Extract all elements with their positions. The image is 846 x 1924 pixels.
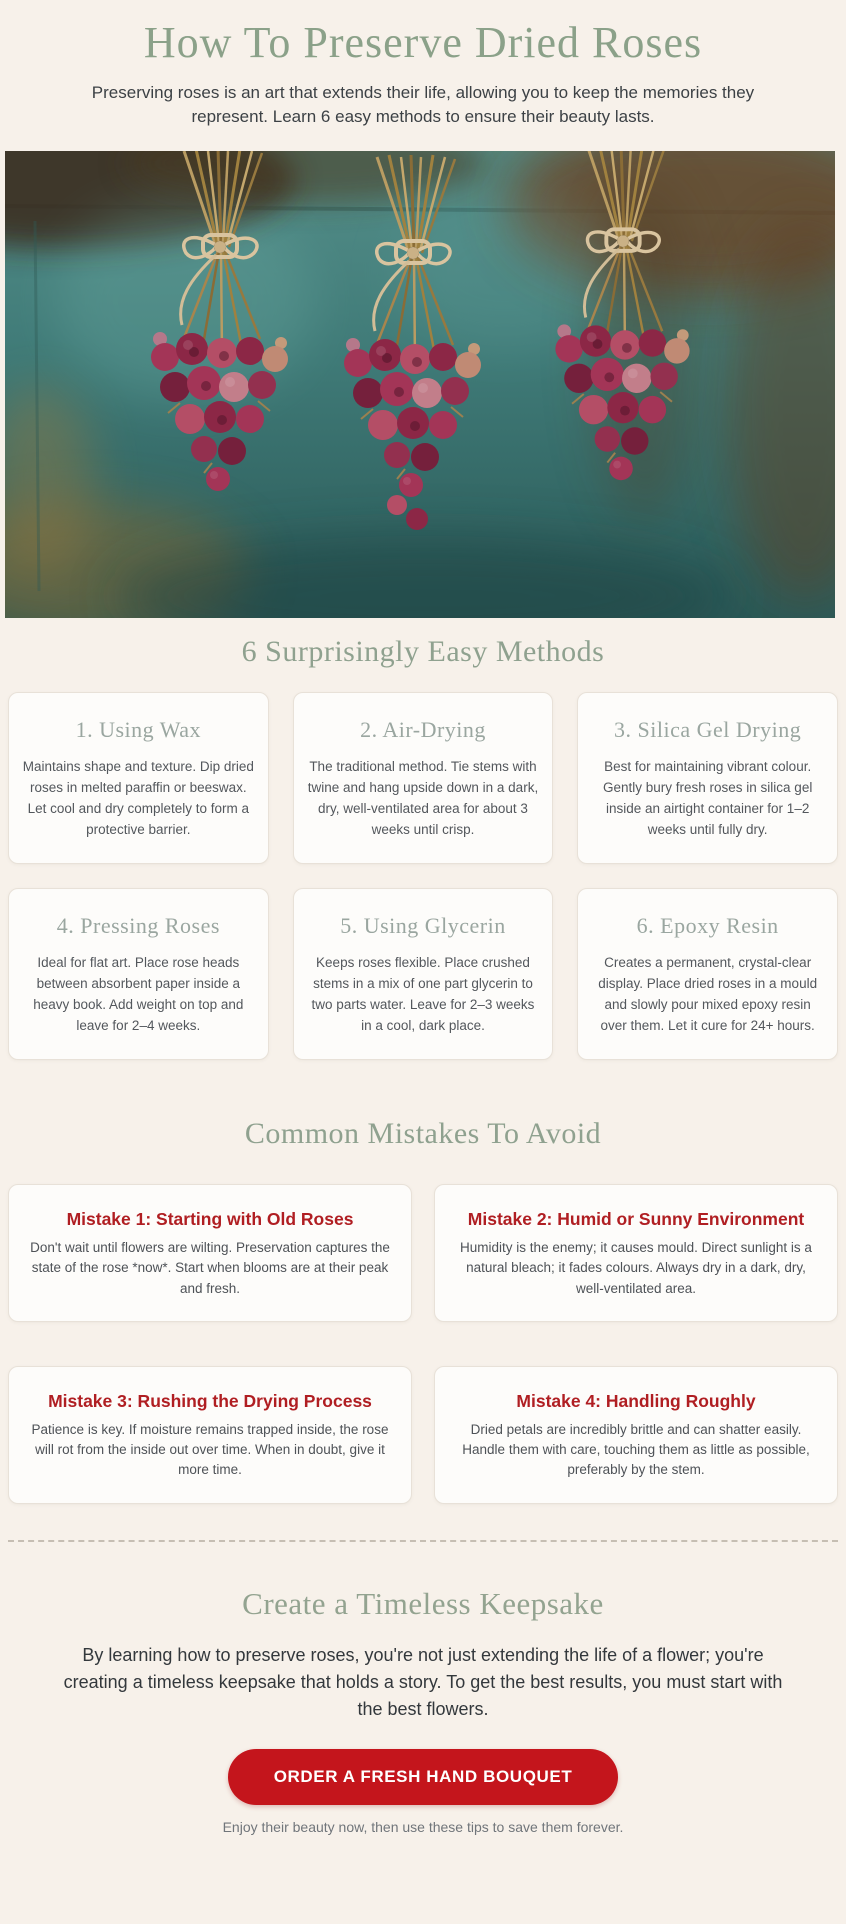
mistake-card-body: Humidity is the enemy; it causes mould. Direct sunlight is a natural bleach; it fades colours. Always dry in a dark, dry, well-ventilated area. (460, 1240, 812, 1296)
method-card-3 (577, 692, 838, 864)
method-card-body: Ideal for flat art. Place rose heads between absorbent paper inside a heavy book. Add weight on top and leave for 2–4 weeks. (33, 955, 244, 1034)
method-card-body: Keeps roses flexible. Place crushed stems in a mix of one part glycerin to two parts water. Leave for 2–3 weeks in a cool, dark place. (311, 955, 535, 1034)
mistake-card-title: Mistake 1: Starting with Old Roses (66, 1209, 354, 1229)
mistake-card-4 (434, 1366, 838, 1504)
method-card-title: 6. Epoxy Resin (636, 912, 779, 938)
method-card-2 (293, 692, 554, 864)
method-card-body: Best for maintaining vibrant colour. Gently bury fresh roses in silica gel inside an airtight container for 1–2 weeks until fully dry. (602, 759, 813, 837)
method-card-5 (293, 888, 554, 1060)
page-title: How To Preserve Dried Roses (143, 18, 703, 67)
intro-text: Preserving roses is an art that extends their life, allowing you to keep the memories they represent. Learn 6 easy methods to ensure their beauty lasts. (91, 82, 755, 126)
hero-image (5, 151, 835, 618)
keepsake-heading: Create a Timeless Keepsake (242, 1585, 604, 1621)
order-bouquet-button[interactable]: ORDER A FRESH HAND BOUQUET (228, 1749, 619, 1805)
cta-footnote: Enjoy their beauty now, then use these tips to save them forever. (222, 1818, 624, 1835)
method-card-title: 3. Silica Gel Drying (614, 716, 802, 742)
mistake-card-body: Dried petals are incredibly brittle and can shatter easily. Handle them with care, touching them as little as possible, preferably by the stem. (462, 1421, 810, 1478)
mistake-card-3 (8, 1366, 412, 1504)
method-card-body: Creates a permanent, crystal-clear display. Place dried roses in a mould and slowly pour mixed epoxy resin over them. Let it cure for 24+ hours. (598, 955, 818, 1034)
dashed-divider (8, 1540, 838, 1542)
mistake-card-title: Mistake 4: Handling Roughly (516, 1390, 756, 1411)
mistake-card-title: Mistake 2: Humid or Sunny Environment (467, 1209, 805, 1229)
method-card-body: The traditional method. Tie stems with twine and hang upside down in a dark, dry, well-ventilated area for about 3 weeks until crisp. (307, 759, 539, 837)
method-card-body: Maintains shape and texture. Dip dried roses in melted paraffin or beeswax. Let cool and dry completely to form a protective barrier. (22, 759, 254, 837)
keepsake-text: By learning how to preserve roses, you're not just extending the life of a flower; you're creating a timeless keepsake that holds a story. To get the best results, you must start with the best flowers. (63, 1644, 783, 1719)
mistake-card-body: Don't wait until flowers are wilting. Preservation captures the state of the rose *now*. Start when blooms are at their peak and fresh. (30, 1240, 390, 1296)
method-card-4 (8, 888, 269, 1060)
method-card-title: 4. Pressing Roses (56, 912, 220, 938)
methods-grid (8, 692, 838, 1060)
cta-container (0, 1749, 846, 1805)
methods-heading: 6 Surprisingly Easy Methods (241, 634, 605, 668)
mistake-card-2 (434, 1184, 838, 1322)
mistakes-heading: Common Mistakes To Avoid (244, 1117, 602, 1150)
mistake-card-title: Mistake 3: Rushing the Drying Process (48, 1390, 372, 1411)
mistake-card-1 (8, 1184, 412, 1322)
method-card-6 (577, 888, 838, 1060)
mistakes-grid (8, 1184, 838, 1504)
method-card-title: 2. Air-Drying (360, 716, 486, 742)
mistake-card-body: Patience is key. If moisture remains trapped inside, the rose will rot from the inside out over time. When in doubt, give it more time. (31, 1421, 389, 1478)
method-card-title: 5. Using Glycerin (340, 912, 506, 938)
method-card-1 (8, 692, 269, 864)
method-card-title: 1. Using Wax (75, 716, 202, 742)
